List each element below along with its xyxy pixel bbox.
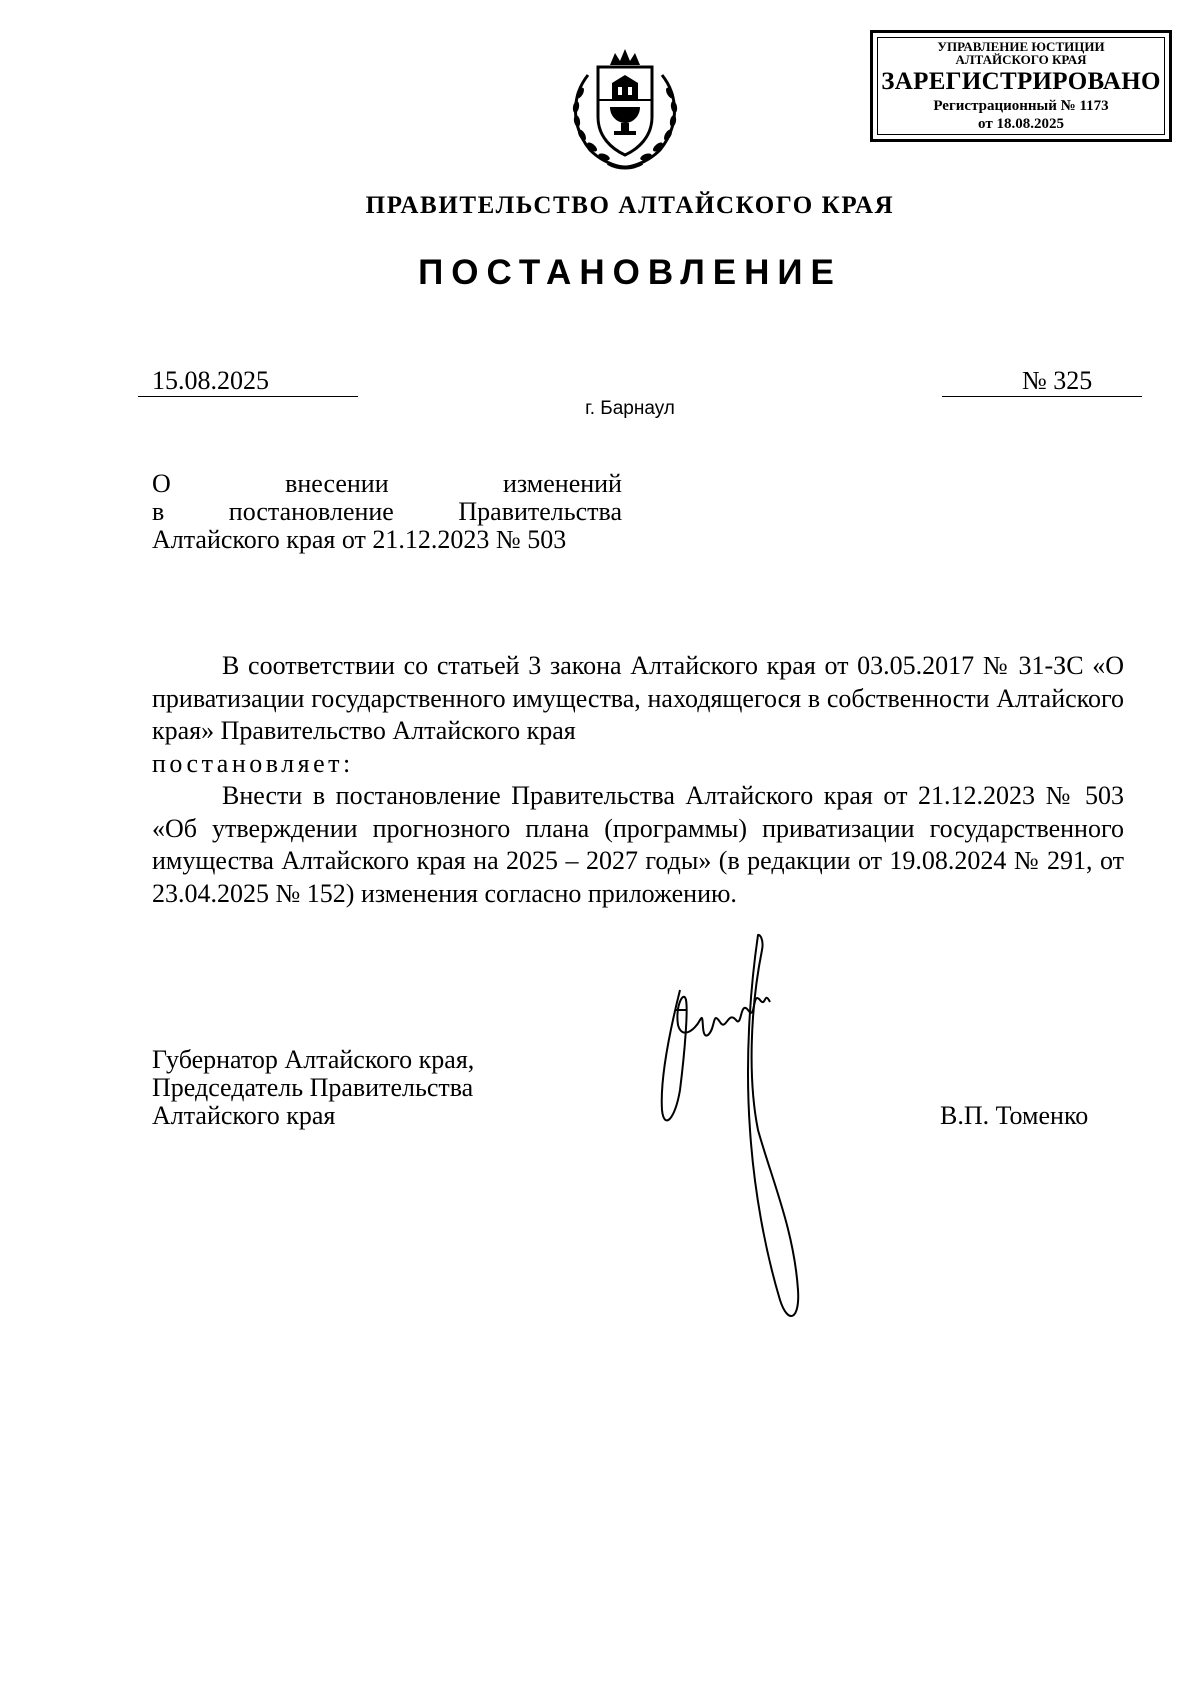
subject-word: в — [152, 497, 165, 526]
stamp-registration-date: от 18.08.2025 — [978, 116, 1064, 132]
subject-word: Правительства — [458, 497, 622, 526]
document-date: 15.08.2025 — [138, 366, 358, 397]
signer-position — [152, 1046, 572, 1130]
handwritten-signature — [650, 930, 850, 1330]
document-type-title: ПОСТАНОВЛЕНИЕ — [418, 253, 842, 292]
paragraph-2-text: Внести в постановление Правительства Алтайского края от 21.12.2023 № 503 «Об утверждении прогнозного плана (программы) приватизации государственного имущества Алтайского края на 2025 – 2027 годы» (в редакции от 19.08.2024 № 291, от 23.04.2025 № 152) изменения согласно приложению. — [152, 781, 1124, 908]
subject-word: внесении — [285, 469, 389, 498]
document-number: № 325 — [942, 366, 1142, 397]
signer-position-line-3: Алтайского края — [152, 1101, 336, 1130]
registration-stamp — [870, 30, 1172, 142]
document-body — [152, 650, 1124, 910]
government-title: ПРАВИТЕЛЬСТВО АЛТАЙСКОГО КРАЯ — [365, 192, 895, 219]
body-paragraph-2 — [152, 780, 1124, 910]
subject-word: изменений — [502, 469, 622, 498]
stamp-title: ЗАРЕГИСТРИРОВАНО — [881, 68, 1161, 95]
signer-position-line-1: Губернатор Алтайского края, — [152, 1045, 475, 1074]
coat-of-arms-icon — [560, 45, 690, 175]
document-subject — [152, 470, 622, 554]
stamp-authority-line2: АЛТАЙСКОГО КРАЯ — [955, 52, 1087, 67]
document-city: г. Барнаул — [585, 398, 675, 419]
paragraph-1-text: В соответствии со статьей 3 закона Алтайского края от 03.05.2017 № 31-ЗС «О приватизации государственного имущества, находящегося в собственности Алтайского края» Правительство Алтайского края — [152, 651, 1124, 745]
subject-line-2 — [152, 498, 622, 526]
body-paragraph-1 — [152, 650, 1124, 748]
decree-word: постановляет: — [152, 748, 354, 778]
registration-stamp-frame — [877, 37, 1165, 135]
subject-word: постановление — [228, 497, 394, 526]
stamp-authority-line1: УПРАВЛЕНИЕ ЮСТИЦИИ — [937, 39, 1105, 54]
subject-line-1 — [152, 470, 622, 498]
stamp-registration-number: Регистрационный № 1173 — [933, 98, 1109, 114]
signer-name: В.П. Томенко — [940, 1101, 1089, 1130]
signer-position-line-2: Председатель Правительства — [152, 1073, 474, 1102]
subject-word: О — [152, 469, 171, 498]
subject-line-3: Алтайского края от 21.12.2023 № 503 — [152, 525, 567, 554]
